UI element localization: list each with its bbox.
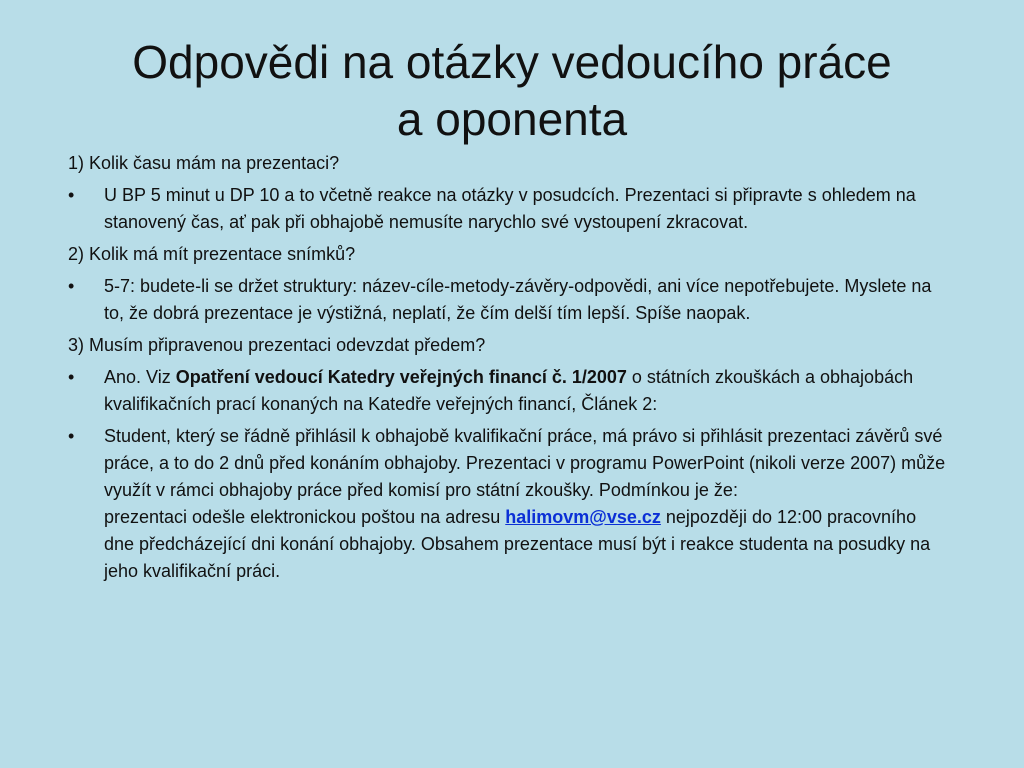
question-3: 3) Musím připravenou prezentaci odevzdat předem? bbox=[68, 335, 486, 355]
answer-4-deadline: nejpozději do 12:00 pracovního dne předcházející dni konání obhajoby. Obsahem prezentace musí být i reakce studenta na posudky na jeho kvalifikační práci. bbox=[104, 507, 931, 581]
bullet-icon: • bbox=[68, 276, 75, 296]
answer-1-text: U BP 5 minut u DP 10 a to včetně reakce na otázky v posudcích. Prezentaci si připravte s ohledem na stanovený čas, ať pak při obhajobě nemusíte narychlo své vystoupení zkracovat. bbox=[104, 185, 916, 232]
title-line-2: a oponenta bbox=[396, 93, 628, 145]
slide-content bbox=[68, 150, 948, 590]
bullet-icon: • bbox=[68, 367, 75, 387]
question-2: 2) Kolik má mít prezentace snímků? bbox=[68, 244, 356, 264]
email-link[interactable]: halimovm@vse.cz bbox=[505, 507, 661, 527]
answer-2-text: 5-7: budete-li se držet struktury: název-cíle-metody-závěry-odpovědi, ani více nepotřebujete. Myslete na to, že dobrá prezentace je výstižná, neplatí, že čím delší tím lepší. Spíše naopak. bbox=[104, 276, 932, 323]
answer-4-text: Student, který se řádně přihlásil k obhajobě kvalifikační práce, má právo si přihlásit prezentaci závěrů své práce, a to do 2 dnů před konáním obhajoby. Prezentaci v programu PowerPoint (nikoli verze 2007) může využít v rámci obhajoby práce před komisí pro státní zkoušky. Podmínkou je že: bbox=[104, 426, 946, 500]
question-1: 1) Kolik času mám na prezentaci? bbox=[68, 153, 340, 173]
answer-3 bbox=[68, 364, 948, 418]
answer-1 bbox=[68, 182, 948, 236]
answer-3-prefix: Ano. Viz bbox=[104, 367, 176, 387]
answer-4-condition: prezentaci odešle elektronickou poštou na adresu bbox=[104, 507, 506, 527]
title-line-1: Odpovědi na otázky vedoucího práce bbox=[132, 36, 892, 88]
regulation-reference: Opatření vedoucí Katedry veřejných financí č. 1/2007 bbox=[175, 367, 627, 387]
slide-title bbox=[40, 34, 984, 148]
bullet-icon: • bbox=[68, 185, 75, 205]
bullet-icon: • bbox=[68, 426, 75, 446]
answer-3-suffix: o státních zkouškách a obhajobách kvalifikačních prací konaných na Katedře veřejných financí, Článek 2: bbox=[104, 367, 914, 414]
answer-4 bbox=[68, 423, 948, 585]
answer-2 bbox=[68, 273, 948, 327]
